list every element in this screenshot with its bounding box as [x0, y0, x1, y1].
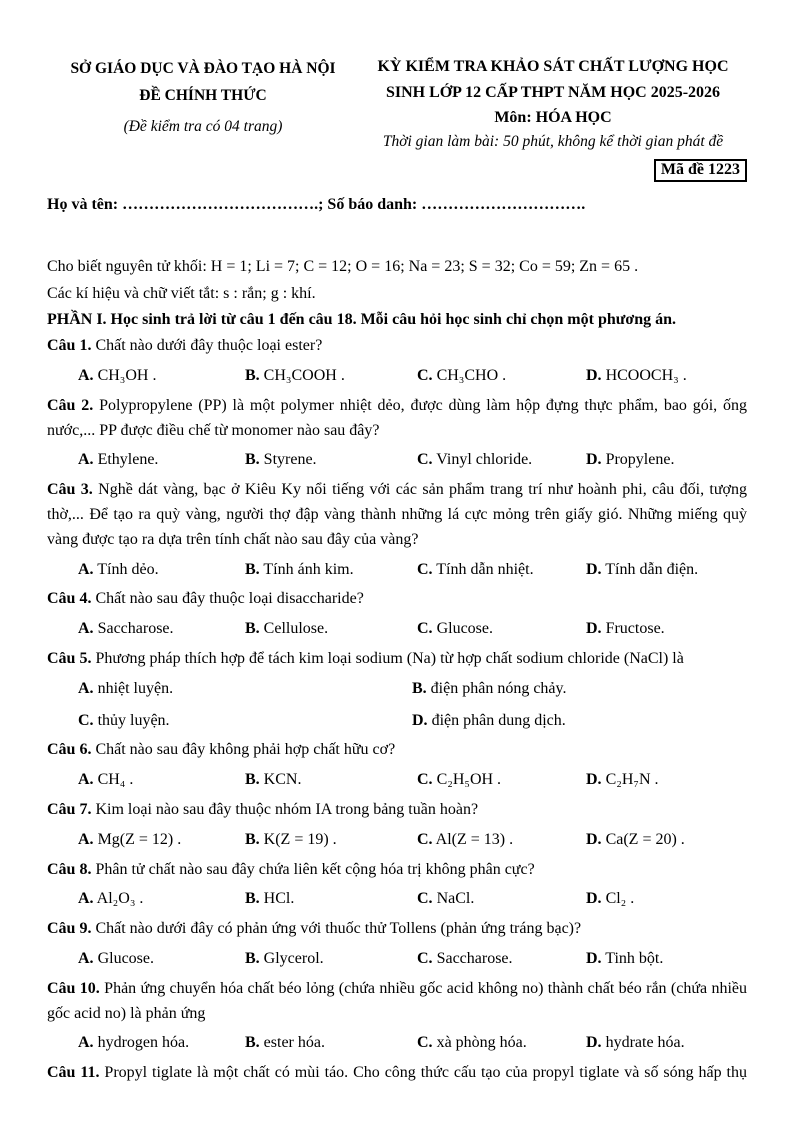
question-number: Câu 6.	[47, 741, 92, 759]
question-number: Câu 10.	[47, 979, 100, 997]
question-text: Câu 7. Kim loại nào sau đây thuộc nhóm IA trong bảng tuần hoàn?	[47, 800, 479, 818]
option-letter: B.	[412, 679, 427, 697]
option-c: C. NaCl.	[417, 890, 475, 908]
question-8	[47, 858, 747, 913]
option-letter: B.	[245, 949, 260, 967]
question-text: Câu 3. Nghề dát vàng, bạc ở Kiêu Ky nổi tiếng với các sản phẩm trang trí như hoành phi, câu đối, tượng thờ,... Để tạo ra quỳ vàng, người thợ đập vàng thành những lá cực mỏng trên giấy gió. Những miếng quỳ vàng được tạo ra dựa trên tính chất nào sau đây của vàng?	[47, 481, 748, 548]
header-right-block	[359, 54, 747, 151]
options-row	[78, 887, 747, 912]
option-letter: C.	[417, 620, 433, 638]
option-letter: C.	[417, 771, 433, 789]
question-text: Câu 9. Chất nào dưới đây có phản ứng với thuốc thử Tollens (phản ứng tráng bạc)?	[47, 920, 582, 938]
exam-title	[359, 54, 747, 105]
question-number: Câu 2.	[47, 396, 94, 414]
option-letter: A.	[78, 771, 94, 789]
option-a: A. hydrogen hóa.	[78, 1034, 190, 1052]
option-c: C. Saccharose.	[417, 949, 513, 967]
question-text: Câu 10. Phản ứng chuyển hóa chất béo lỏng (chứa nhiều gốc acid không no) thành chất béo rắn (chứa nhiều gốc acid no) là phản ứng	[47, 979, 747, 1022]
option-a: A. Al₂O₃ .	[78, 890, 144, 908]
option-letter: B.	[245, 890, 260, 908]
student-info-line: Họ và tên: ……………………………….; Số báo danh: ………………………….	[47, 196, 586, 214]
exam-type: ĐỀ CHÍNH THỨC	[139, 87, 267, 104]
option-c: C. xà phòng hóa.	[417, 1034, 527, 1052]
option-letter: C.	[417, 830, 433, 848]
option-b: B. Cellulose.	[245, 620, 329, 638]
option-d: D. Cl₂ .	[586, 890, 635, 908]
header-left-block	[47, 54, 359, 136]
exam-header	[47, 54, 747, 151]
question-text: Câu 1. Chất nào dưới đây thuộc loại ester?	[47, 337, 323, 355]
option-letter: B.	[245, 560, 260, 578]
atomic-masses-note: Cho biết nguyên tử khối: H = 1; Li = 7; C = 12; O = 16; Na = 23; S = 32; Co = 59; Zn = 65 .	[47, 258, 639, 276]
option-b: B. K(Z = 19) .	[245, 830, 337, 848]
exam-subject: Môn: HÓA HỌC	[494, 109, 612, 127]
issuing-authority: SỞ GIÁO DỤC VÀ ĐÀO TẠO HÀ NỘI	[70, 60, 336, 77]
question-number: Câu 1.	[47, 337, 92, 355]
question-number: Câu 11.	[47, 1064, 100, 1082]
option-c: C. CH₃CHO .	[417, 366, 507, 384]
question-2	[47, 394, 747, 473]
options-row	[78, 617, 747, 642]
option-a: A. Ethylene.	[78, 451, 159, 469]
option-letter: D.	[586, 771, 602, 789]
pages-note: (Đề kiểm tra có 04 trang)	[123, 118, 283, 135]
abbreviations-note: Các kí hiệu và chữ viết tắt: s : rắn; g : khí.	[47, 285, 316, 303]
option-d: D. Fructose.	[586, 620, 665, 638]
options-row	[78, 768, 747, 793]
option-letter: D.	[586, 620, 602, 638]
exam-title-line1: KỲ KIỂM TRA KHẢO SÁT CHẤT LƯỢNG HỌC	[377, 58, 729, 75]
option-letter: D.	[412, 711, 428, 729]
exam-title-line2: SINH LỚP 12 CẤP THPT NĂM HỌC 2025-2026	[385, 83, 721, 101]
questions-list	[47, 334, 747, 1086]
question-3	[47, 478, 747, 582]
option-a: A. Mg(Z = 12) .	[78, 830, 182, 848]
question-11	[47, 1061, 747, 1086]
part1-heading: PHẦN I. Học sinh trả lời từ câu 1 đến câu 18. Mỗi câu hỏi học sinh chỉ chọn một phương án.	[47, 311, 676, 329]
question-text: Câu 11. Propyl tiglate là một chất có mùi táo. Cho công thức cấu tạo của propyl tiglate và số sóng hấp thụ	[47, 1064, 747, 1082]
option-letter: B.	[245, 366, 260, 384]
option-a: A. CH₃OH .	[78, 366, 157, 384]
option-letter: C.	[417, 451, 433, 469]
option-letter: D.	[586, 560, 602, 578]
option-c: C. Al(Z = 13) .	[417, 830, 514, 848]
option-d: D. Ca(Z = 20) .	[586, 830, 685, 848]
option-letter: C.	[417, 1034, 433, 1052]
option-letter: B.	[245, 451, 260, 469]
question-9	[47, 917, 747, 972]
question-7	[47, 798, 747, 853]
option-d: D. hydrate hóa.	[586, 1034, 685, 1052]
option-letter: A.	[78, 560, 94, 578]
option-letter: D.	[586, 451, 602, 469]
question-number: Câu 7.	[47, 800, 92, 818]
option-letter: A.	[78, 366, 94, 384]
option-c: C. Tính dẫn nhiệt.	[417, 560, 534, 578]
question-1	[47, 334, 747, 389]
option-letter: B.	[245, 620, 260, 638]
option-a: A. Glucose.	[78, 949, 154, 967]
question-text: Câu 4. Chất nào sau đây thuộc loại disaccharide?	[47, 590, 364, 608]
option-letter: D.	[586, 366, 602, 384]
option-letter: A.	[78, 830, 94, 848]
question-6	[47, 738, 747, 793]
options-row	[78, 1031, 747, 1056]
options-row	[78, 448, 747, 473]
options-row	[78, 364, 747, 389]
option-b: B. CH₃COOH .	[245, 366, 345, 384]
option-b: B. ester hóa.	[245, 1034, 325, 1052]
option-c: C. Vinyl chloride.	[417, 451, 533, 469]
option-letter: C.	[417, 949, 433, 967]
question-text: Câu 2. Polypropylene (PP) là một polymer nhiệt dẻo, được dùng làm hộp đựng thực phẩm, bao gói, ống nước,... PP được điều chế từ monomer nào sau đây?	[47, 396, 748, 439]
option-letter: C.	[417, 890, 433, 908]
exam-body	[47, 334, 747, 1086]
option-b: B. Glycerol.	[245, 949, 324, 967]
option-letter: D.	[586, 1034, 602, 1052]
option-d: D. điện phân dung dịch.	[412, 711, 566, 729]
option-c: C. thủy luyện.	[78, 711, 170, 729]
question-10	[47, 977, 747, 1056]
option-c: C. Glucose.	[417, 620, 493, 638]
option-d: D. HCOOCH₃ .	[586, 366, 687, 384]
question-text: Câu 6. Chất nào sau đây không phải hợp chất hữu cơ?	[47, 741, 396, 759]
option-c: C. C₂H₅OH .	[417, 771, 502, 789]
exam-code-badge: Mã đề 1223	[654, 159, 747, 182]
option-b: B. Styrene.	[245, 451, 317, 469]
question-number: Câu 3.	[47, 481, 93, 499]
option-letter: B.	[245, 1034, 260, 1052]
option-letter: A.	[78, 620, 94, 638]
option-d: D. Propylene.	[586, 451, 675, 469]
option-d: D. C₂H₇N .	[586, 771, 659, 789]
question-4	[47, 587, 747, 642]
option-d: D. Tính dẫn điện.	[586, 560, 699, 578]
option-letter: C.	[417, 560, 433, 578]
question-number: Câu 5.	[47, 649, 92, 667]
options-row	[78, 828, 747, 853]
option-letter: A.	[78, 890, 94, 908]
question-text: Câu 5. Phương pháp thích hợp để tách kim loại sodium (Na) từ hợp chất sodium chloride (NaCl) là	[47, 649, 684, 667]
options-row	[78, 947, 747, 972]
option-a: A. CH₄ .	[78, 771, 134, 789]
option-letter: B.	[245, 830, 260, 848]
option-letter: D.	[586, 890, 602, 908]
exam-duration: Thời gian làm bài: 50 phút, không kể thời gian phát đề	[382, 133, 724, 151]
option-letter: C.	[78, 711, 94, 729]
option-a: A. Tính dẻo.	[78, 560, 159, 578]
option-letter: D.	[586, 830, 602, 848]
question-text: Câu 8. Phân tử chất nào sau đây chứa liên kết cộng hóa trị không phân cực?	[47, 860, 535, 878]
question-number: Câu 4.	[47, 590, 92, 608]
option-b: B. Tính ánh kim.	[245, 560, 354, 578]
option-b: B. HCl.	[245, 890, 295, 908]
question-number: Câu 9.	[47, 920, 92, 938]
option-letter: B.	[245, 771, 260, 789]
option-letter: A.	[78, 451, 94, 469]
option-letter: A.	[78, 1034, 94, 1052]
question-5	[47, 647, 747, 733]
options-row	[78, 677, 747, 734]
option-letter: D.	[586, 949, 602, 967]
option-a: A. nhiệt luyện.	[78, 679, 174, 697]
options-row	[78, 558, 747, 583]
exam-code-row	[47, 159, 747, 182]
option-letter: A.	[78, 949, 94, 967]
option-d: D. Tinh bột.	[586, 949, 664, 967]
option-a: A. Saccharose.	[78, 620, 174, 638]
option-b: B. KCN.	[245, 771, 302, 789]
option-letter: A.	[78, 679, 94, 697]
option-letter: C.	[417, 366, 433, 384]
question-number: Câu 8.	[47, 860, 92, 878]
option-b: B. điện phân nóng chảy.	[412, 679, 567, 697]
